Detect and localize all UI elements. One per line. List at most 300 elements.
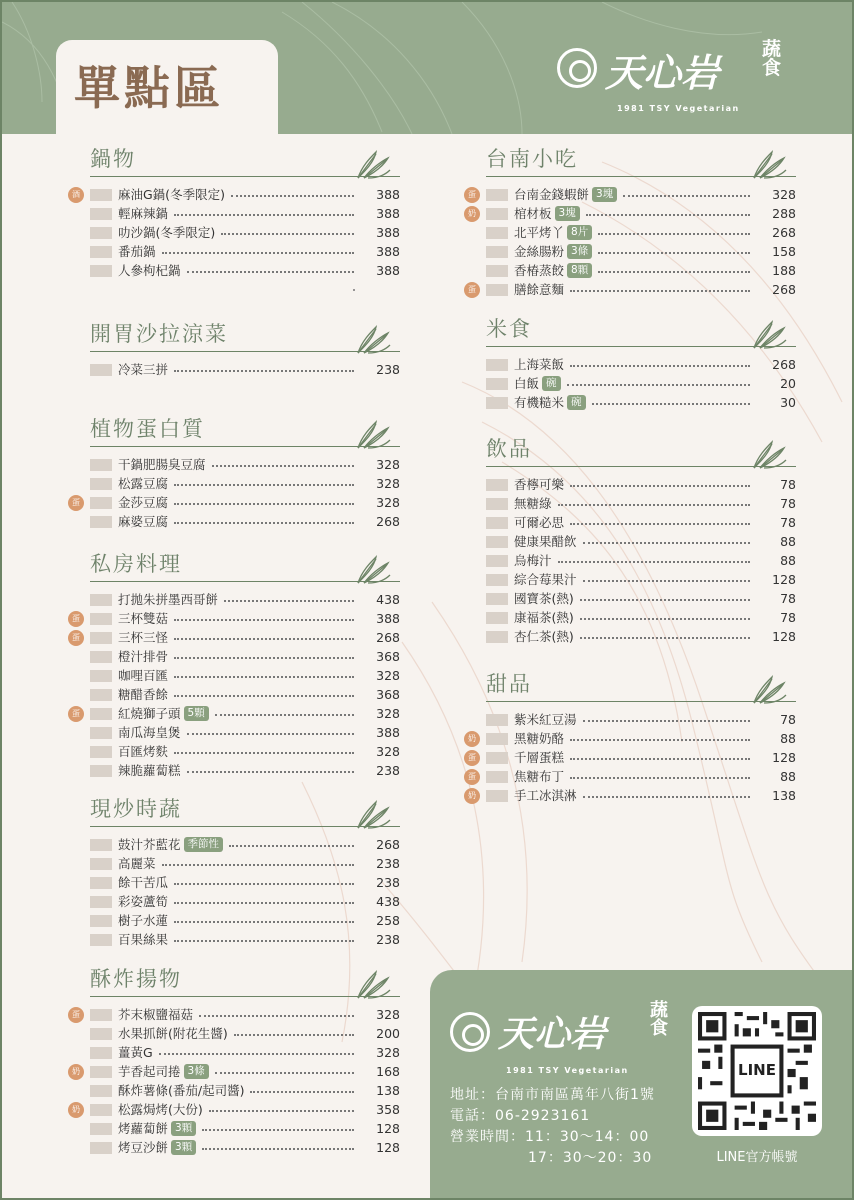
dot-leader — [187, 271, 354, 273]
dot-leader — [598, 233, 750, 235]
section-title: 開胃沙拉涼菜 — [90, 322, 228, 346]
order-checkbox — [486, 378, 508, 390]
item-name-wrap — [118, 1026, 228, 1042]
dot-leader — [231, 195, 354, 197]
leaf-icon — [354, 553, 392, 585]
item-price: 328 — [376, 476, 400, 491]
item-name: 咖哩百匯 — [118, 668, 169, 683]
allergen-badge: 蛋 — [464, 769, 480, 785]
menu-item — [90, 893, 400, 912]
menu-item — [90, 743, 400, 762]
item-name-wrap — [514, 395, 586, 411]
menu-item — [90, 836, 400, 855]
section-title: 私房料理 — [90, 552, 182, 576]
item-price: 268 — [772, 225, 796, 240]
allergen-badge: 蛋 — [464, 750, 480, 766]
allergen-badge: 蛋 — [68, 630, 84, 646]
item-name: 膳餘意麵 — [514, 282, 565, 297]
order-checkbox — [90, 227, 112, 239]
menu-item — [90, 855, 400, 874]
menu-section — [72, 962, 400, 1158]
item-name-wrap — [514, 712, 577, 728]
dot-leader — [174, 657, 354, 659]
section-items — [486, 356, 796, 413]
item-name-wrap — [118, 225, 215, 241]
menu-item — [90, 1025, 400, 1044]
menu-item — [90, 648, 400, 667]
item-name-wrap — [514, 553, 552, 569]
item-name-wrap — [118, 725, 181, 741]
item-name: 薑黃G — [118, 1045, 153, 1060]
dot-leader — [174, 638, 354, 640]
item-name: 烤豆沙餅 — [118, 1140, 169, 1155]
item-price: 328 — [376, 668, 400, 683]
leaf-icon — [354, 968, 392, 1000]
menu-item — [468, 186, 796, 205]
section-items — [90, 361, 400, 380]
menu-section — [486, 312, 796, 413]
item-name-wrap — [514, 534, 577, 550]
item-name-wrap — [514, 591, 574, 607]
order-checkbox — [486, 498, 508, 510]
dot-leader — [583, 720, 750, 722]
order-checkbox — [90, 1085, 112, 1097]
portion-tag: 8顆 — [567, 263, 592, 278]
dot-leader — [174, 214, 354, 216]
order-checkbox — [90, 1047, 112, 1059]
dot-leader — [583, 796, 750, 798]
footer-brand-tagline: 1981 TSY Vegetarian — [506, 1066, 629, 1075]
dot-leader — [187, 771, 354, 773]
footer-logo-icon — [450, 1012, 490, 1052]
dot-leader — [174, 921, 354, 923]
phone-text: 電話：06-2923161 — [450, 1108, 591, 1124]
item-price: 200 — [376, 1026, 400, 1041]
menu-item — [90, 931, 400, 950]
item-name: 綜合莓果汁 — [514, 572, 577, 587]
dot-leader — [623, 195, 750, 197]
item-name: 香檸可樂 — [514, 477, 565, 492]
item-name-wrap — [514, 263, 592, 279]
menu-item — [90, 513, 400, 532]
item-name-wrap — [118, 476, 168, 492]
portion-tag: 5顆 — [184, 706, 209, 721]
leaf-icon — [354, 798, 392, 830]
item-price: 158 — [772, 244, 796, 259]
order-checkbox — [90, 727, 112, 739]
item-name-wrap — [118, 856, 156, 872]
dot-leader — [174, 370, 354, 372]
item-name-wrap — [118, 206, 168, 222]
menu-item — [90, 1120, 400, 1139]
menu-section — [72, 412, 400, 532]
dot-leader — [174, 484, 354, 486]
dot-leader — [234, 1034, 354, 1036]
order-checkbox — [90, 934, 112, 946]
item-price: 88 — [780, 769, 796, 784]
menu-item — [90, 1139, 400, 1158]
menu-item — [486, 262, 796, 281]
order-checkbox — [486, 612, 508, 624]
leaf-icon — [354, 148, 392, 180]
menu-item — [486, 590, 796, 609]
order-checkbox — [90, 877, 112, 889]
item-name: 健康果醋飲 — [514, 534, 577, 549]
order-checkbox — [90, 1066, 112, 1078]
item-name: 樹子水蓮 — [118, 913, 169, 928]
menu-item — [486, 609, 796, 628]
item-name-wrap — [118, 1140, 196, 1156]
menu-item — [486, 495, 796, 514]
item-price: 128 — [772, 750, 796, 765]
dot-leader — [583, 542, 750, 544]
menu-item — [90, 591, 400, 610]
item-name-wrap — [118, 1045, 153, 1061]
dot-leader — [202, 1129, 354, 1131]
order-checkbox — [486, 246, 508, 258]
dot-leader — [209, 1110, 354, 1112]
portion-tag: 3條 — [184, 1064, 209, 1079]
order-checkbox — [90, 594, 112, 606]
section-title: 甜品 — [486, 672, 532, 696]
item-price: 268 — [376, 514, 400, 529]
menu-section — [486, 432, 796, 647]
menu-section — [90, 792, 400, 950]
item-name: 紫米紅豆湯 — [514, 712, 577, 727]
dot-leader — [580, 618, 750, 620]
allergen-badge: 蛋 — [68, 495, 84, 511]
item-name-wrap — [514, 206, 580, 222]
menu-item — [72, 1063, 400, 1082]
section-title: 酥炸揚物 — [90, 967, 182, 991]
menu-item — [90, 874, 400, 893]
section-header — [486, 142, 796, 177]
stray-dot — [353, 289, 355, 291]
order-checkbox — [486, 517, 508, 529]
item-name-wrap — [514, 515, 564, 531]
item-name: 鼓汁芥藍花 — [118, 837, 181, 852]
order-checkbox — [486, 265, 508, 277]
section-items — [72, 456, 400, 532]
item-price: 238 — [376, 875, 400, 890]
section-header — [90, 962, 400, 997]
item-price: 128 — [376, 1121, 400, 1136]
item-price: 438 — [376, 592, 400, 607]
portion-tag: 季節性 — [184, 837, 224, 852]
order-checkbox — [90, 1142, 112, 1154]
brand-logo-icon — [557, 48, 597, 88]
item-price: 78 — [780, 477, 796, 492]
order-checkbox — [90, 364, 112, 376]
item-name-wrap — [514, 477, 564, 493]
item-name: 白飯 — [514, 376, 540, 391]
menu-item — [72, 610, 400, 629]
allergen-badge: 蛋 — [68, 611, 84, 627]
dot-leader — [558, 561, 750, 563]
menu-item — [72, 494, 400, 513]
order-checkbox — [90, 915, 112, 927]
dot-leader — [174, 676, 354, 678]
item-price: 268 — [772, 282, 796, 297]
menu-item — [72, 186, 400, 205]
item-name-wrap — [118, 894, 168, 910]
order-checkbox — [90, 1123, 112, 1135]
order-checkbox — [486, 790, 508, 802]
dot-leader — [215, 1072, 354, 1074]
item-price: 78 — [780, 712, 796, 727]
page-title: 單點區 — [74, 61, 224, 115]
portion-tag: 3顆 — [171, 1140, 196, 1155]
dot-leader — [570, 523, 750, 525]
menu-section — [72, 547, 400, 781]
item-name: 可爾必思 — [514, 515, 565, 530]
dot-leader — [598, 252, 750, 254]
item-name-wrap — [118, 457, 206, 473]
order-checkbox — [486, 189, 508, 201]
dot-leader — [580, 599, 750, 601]
item-name: 高麗菜 — [118, 856, 156, 871]
order-checkbox — [486, 227, 508, 239]
dot-leader — [174, 695, 354, 697]
order-checkbox — [486, 631, 508, 643]
dot-leader — [162, 864, 354, 866]
item-name: 南瓜海皇煲 — [118, 725, 181, 740]
item-name: 手工冰淇淋 — [514, 788, 577, 803]
item-name-wrap — [118, 514, 168, 530]
dot-leader — [174, 503, 354, 505]
item-name: 彩姿蘆筍 — [118, 894, 169, 909]
item-price: 238 — [376, 362, 400, 377]
item-name-wrap — [118, 1064, 209, 1080]
dot-leader — [162, 252, 354, 254]
menu-item — [486, 514, 796, 533]
allergen-badge: 酒 — [68, 187, 84, 203]
dot-leader — [570, 758, 750, 760]
item-name: 上海菜飯 — [514, 357, 565, 372]
item-name-wrap — [514, 496, 552, 512]
item-price: 388 — [376, 263, 400, 278]
menu-section — [90, 317, 400, 380]
menu-item — [90, 1044, 400, 1063]
menu-item — [72, 629, 400, 648]
section-items — [486, 476, 796, 647]
line-qr-code[interactable] — [692, 1006, 822, 1136]
menu-item — [468, 787, 796, 806]
item-name: 棺材板 — [514, 206, 552, 221]
portion-tag: 8片 — [567, 225, 592, 240]
item-name: 烤蘿蔔餅 — [118, 1121, 169, 1136]
order-checkbox — [90, 1028, 112, 1040]
allergen-badge: 奶 — [68, 1102, 84, 1118]
item-price: 328 — [376, 457, 400, 472]
item-name-wrap — [118, 611, 168, 627]
item-price: 268 — [376, 837, 400, 852]
menu-item — [468, 730, 796, 749]
dot-leader — [159, 1053, 354, 1055]
leaf-icon — [750, 148, 788, 180]
item-name: 松露焗烤(大份) — [118, 1102, 203, 1117]
menu-item — [486, 243, 796, 262]
item-name: 冷菜三拼 — [118, 362, 169, 377]
order-checkbox — [486, 714, 508, 726]
allergen-badge: 奶 — [68, 1064, 84, 1080]
item-price: 268 — [376, 630, 400, 645]
menu-item — [90, 912, 400, 931]
section-title: 米食 — [486, 317, 532, 341]
section-items — [72, 186, 400, 281]
dot-leader — [174, 619, 354, 621]
item-name-wrap — [118, 706, 209, 722]
order-checkbox — [90, 839, 112, 851]
allergen-badge: 奶 — [464, 206, 480, 222]
dot-leader — [174, 940, 354, 942]
leaf-icon — [750, 318, 788, 350]
item-name-wrap — [514, 750, 564, 766]
dot-leader — [199, 1015, 354, 1017]
portion-tag: 碗 — [567, 395, 586, 410]
item-price: 88 — [780, 553, 796, 568]
section-title: 現炒時蔬 — [90, 797, 182, 821]
allergen-badge: 蛋 — [68, 1007, 84, 1023]
item-price: 288 — [772, 206, 796, 221]
dot-leader — [570, 365, 750, 367]
allergen-badge: 蛋 — [464, 187, 480, 203]
section-header — [90, 792, 400, 827]
allergen-badge: 奶 — [464, 731, 480, 747]
order-checkbox — [90, 670, 112, 682]
order-checkbox — [486, 479, 508, 491]
order-checkbox — [90, 896, 112, 908]
brand-name: 天心岩 — [605, 50, 720, 95]
item-name-wrap — [118, 687, 168, 703]
menu-section — [72, 142, 400, 281]
item-name: 國寶茶(熱) — [514, 591, 574, 606]
order-checkbox — [486, 208, 508, 220]
portion-tag: 3塊 — [592, 187, 617, 202]
hours-text-1: 營業時間：11：30～14：00 — [450, 1129, 650, 1145]
item-name-wrap — [514, 244, 592, 260]
item-price: 368 — [376, 649, 400, 664]
dot-leader — [570, 485, 750, 487]
item-name-wrap — [118, 932, 168, 948]
order-checkbox — [90, 708, 112, 720]
section-items — [72, 1006, 400, 1158]
item-name-wrap — [118, 592, 218, 608]
section-title: 台南小吃 — [486, 147, 578, 171]
item-name-wrap — [514, 788, 577, 804]
order-checkbox — [486, 593, 508, 605]
order-checkbox — [90, 746, 112, 758]
footer-brand — [450, 998, 690, 1078]
item-name: 三杯三怪 — [118, 630, 169, 645]
order-checkbox — [486, 574, 508, 586]
dot-leader — [570, 739, 750, 741]
item-name: 酥炸薯條(番茄/起司醬) — [118, 1083, 245, 1098]
section-items — [72, 591, 400, 781]
dot-leader — [221, 233, 354, 235]
dot-leader — [567, 384, 750, 386]
item-price: 388 — [376, 244, 400, 259]
item-price: 388 — [376, 206, 400, 221]
item-name-wrap — [118, 1007, 193, 1023]
menu-item — [468, 749, 796, 768]
item-name: 百匯烤麩 — [118, 744, 169, 759]
menu-item — [486, 375, 796, 394]
menu-item — [486, 394, 796, 413]
item-price: 238 — [376, 763, 400, 778]
item-price: 328 — [376, 744, 400, 759]
order-checkbox — [90, 516, 112, 528]
item-price: 78 — [780, 610, 796, 625]
item-price: 128 — [772, 629, 796, 644]
item-name-wrap — [118, 244, 156, 260]
menu-item — [486, 476, 796, 495]
item-name: 水果抓餅(附花生醬) — [118, 1026, 228, 1041]
menu-item — [468, 281, 796, 300]
item-price: 188 — [772, 263, 796, 278]
order-checkbox — [90, 208, 112, 220]
item-name-wrap — [118, 875, 168, 891]
item-name: 百果絲果 — [118, 932, 169, 947]
section-title: 植物蛋白質 — [90, 417, 205, 441]
footer-brand-sub: 蔬食 — [650, 1000, 668, 1039]
item-price: 358 — [376, 1102, 400, 1117]
item-name: 千層蛋糕 — [514, 750, 565, 765]
item-name-wrap — [514, 610, 574, 626]
portion-tag: 3顆 — [171, 1121, 196, 1136]
item-name: 金莎豆腐 — [118, 495, 169, 510]
brand-sub: 蔬食 — [762, 38, 782, 79]
item-name-wrap — [514, 357, 564, 373]
dot-leader — [202, 1148, 354, 1150]
item-name: 北平烤丫 — [514, 225, 565, 240]
order-checkbox — [486, 536, 508, 548]
item-price: 328 — [376, 495, 400, 510]
item-name: 紅燒獅子頭 — [118, 706, 181, 721]
menu-item — [90, 361, 400, 380]
header-brand — [557, 38, 807, 118]
item-name: 杏仁茶(熱) — [514, 629, 574, 644]
menu-item — [486, 711, 796, 730]
section-header — [90, 142, 400, 177]
item-name: 金絲腸粉 — [514, 244, 565, 259]
item-price: 388 — [376, 225, 400, 240]
menu-item — [90, 667, 400, 686]
menu-item — [90, 224, 400, 243]
dot-leader — [215, 714, 354, 716]
item-name: 香椿蒸餃 — [514, 263, 565, 278]
address-text: 地址：台南市南區萬年八街1號 — [450, 1087, 655, 1103]
order-checkbox — [90, 459, 112, 471]
item-price: 78 — [780, 496, 796, 511]
item-price: 268 — [772, 357, 796, 372]
order-checkbox — [90, 478, 112, 490]
dot-leader — [174, 752, 354, 754]
item-name-wrap — [118, 187, 225, 203]
item-name: 台南金錢蝦餅 — [514, 187, 590, 202]
item-name: 人參枸杞鍋 — [118, 263, 181, 278]
menu-item — [72, 705, 400, 724]
item-price: 168 — [376, 1064, 400, 1079]
item-name: 芋香起司捲 — [118, 1064, 181, 1079]
order-checkbox — [486, 555, 508, 567]
item-price: 328 — [376, 706, 400, 721]
allergen-badge: 蛋 — [464, 282, 480, 298]
item-name: 有機糙米 — [514, 395, 565, 410]
menu-item — [486, 533, 796, 552]
item-price: 138 — [376, 1083, 400, 1098]
dot-leader — [592, 403, 750, 405]
